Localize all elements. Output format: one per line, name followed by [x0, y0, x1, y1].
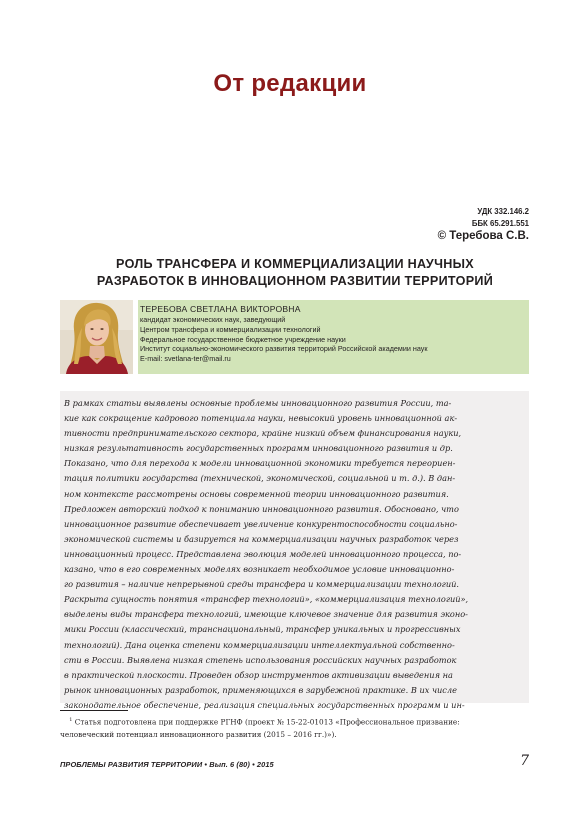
abstract-line: Показано, что для перехода к модели инновационной экономики требуется переориен-: [64, 458, 456, 469]
abstract-line: Раскрыта сущность понятия «трансфер технологий», «коммерциализация технологий»,: [64, 594, 469, 605]
author-institute: Институт социально-экономического развития территорий Российской академии наук: [140, 344, 428, 354]
abstract-text: [64, 396, 526, 713]
abstract-box: [60, 391, 529, 710]
author-name: ТЕРЕБОВА СВЕТЛАНА ВИКТОРОВНА: [140, 304, 301, 314]
abstract-line: мики России (классический, транснациональный, трансфер уникальных и прогрессивных: [64, 624, 461, 635]
page-number: 7: [520, 753, 529, 769]
abstract-line: в практической плоскости. Проведен обзор инструментов активизации выведения на: [64, 669, 453, 680]
abstract-line: законодательное обеспечение, реализация специальных государственных программ и ин-: [64, 699, 465, 710]
abstract-line: инновационный процесс. Представлена эволюция моделей инновационного процесса, по-: [64, 548, 462, 559]
footnote-line-1: [60, 714, 530, 729]
author-institution-type: Федеральное государственное бюджетное учреждение науки: [140, 334, 346, 344]
abstract-line: экономической системы и базируется на коммерциализации научных разработок через: [64, 533, 459, 544]
classification-codes: [472, 206, 529, 230]
abstract-line: технологий). Дана оценка степени коммерциализации интеллектуальной собственно-: [64, 639, 455, 650]
abstract-line: Предложен авторский подход к пониманию инновационного развития. Обосновано, что: [64, 503, 459, 514]
author-info-block: [60, 300, 529, 374]
abstract-line: тация политики государства (технической, экономической, социальной и т. д.). В дан-: [64, 473, 456, 484]
abstract-line: кие как сокращение кадрового потенциала науки, невысокий уровень инновационной ак-: [64, 413, 458, 424]
article-title-line-1: РОЛЬ ТРАНСФЕРА И КОММЕРЦИАЛИЗАЦИИ НАУЧНЫХ: [116, 257, 474, 271]
author-degree: кандидат экономических наук, заведующий: [140, 315, 286, 324]
author-department: Центром трансфера и коммерциализации технологий: [140, 324, 321, 334]
author-photo: [60, 300, 133, 374]
udk-code: УДК 332.146.2: [477, 207, 529, 216]
abstract-line: инновационное развитие обеспечивает увеличение конкурентоспособности социально-: [64, 518, 458, 529]
abstract-line: казано, что в его современных моделях возникает необходимое условие инновационно-: [64, 564, 455, 575]
footnote-text-1: Статья подготовлена при поддержке РГНФ (проект № 15-22-01013 «Профессиональное призвание:: [74, 717, 460, 727]
journal-running-footer: ПРОБЛЕМЫ РАЗВИТИЯ ТЕРРИТОРИИ • Вып. 6 (80) • 2015: [60, 760, 274, 769]
footnote: [60, 714, 530, 741]
bbk-code: ББК 65.291.551: [471, 219, 529, 228]
footnote-line-2: человеческий потенциал инновационного развития (2015 – 2016 гг.)»).: [60, 729, 337, 739]
author-email[interactable]: E-mail: svetlana-ter@mail.ru: [140, 354, 231, 364]
article-title: [60, 256, 530, 290]
abstract-line: низкая результативность государственных программ инновационного развития и др.: [64, 443, 453, 454]
abstract-line: В рамках статьи выявлены основные проблемы инновационного развития России, та-: [64, 398, 452, 408]
article-title-line-2: РАЗРАБОТОК В ИННОВАЦИОННОМ РАЗВИТИИ ТЕРРИТОРИЙ: [96, 274, 494, 288]
footnote-marker: 1: [69, 717, 73, 723]
abstract-line: тивности предпринимательского сектора, крайне низкий объем финансирования науки,: [64, 428, 462, 439]
abstract-line: рынок инновационных разработок, применяющихся в зарубежной практике. В их числе: [64, 684, 457, 695]
section-title: От редакции: [213, 70, 367, 97]
copyright-author: © Теребова С.В.: [437, 230, 529, 242]
author-details: [138, 300, 529, 374]
abstract-line: го развития – наличие непрерывной среды трансфера и коммерциализации технологий.: [64, 579, 459, 590]
abstract-line: сти в России. Выявлена низкая степень использования российских научных разработок: [64, 654, 457, 665]
abstract-line: выделены виды трансфера технологий, имеющие ключевое значение для развития эконо-: [64, 609, 468, 620]
footnote-divider: [60, 710, 128, 711]
abstract-line: ном контексте рассмотрены основы современной теории инновационного развития.: [64, 488, 449, 499]
